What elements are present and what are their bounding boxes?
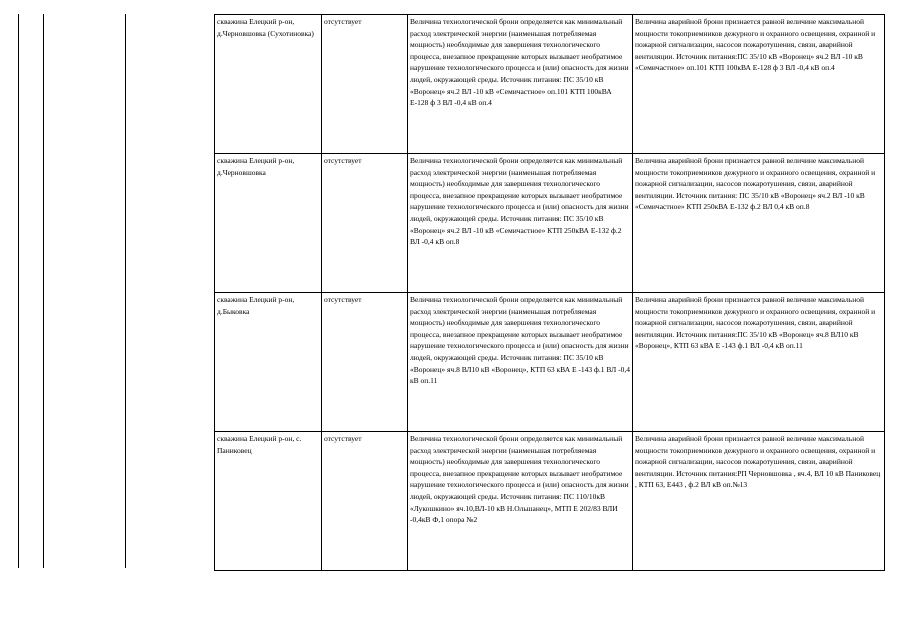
- object-cell: скважина Елецкий р-он, с. Паниковец: [215, 432, 322, 571]
- object-cell: скважина Елецкий р-он, д.Черновшовка (Сухотиновка): [215, 15, 322, 154]
- emergency-reserve-cell: Величина аварийной брони признается равной величине максимальной мощности токоприемников дежурного и охранного освещения, охранной и пожарной сигнализации, насосов пожаротушения, связи, аварийной вентиляции. Источник питания:РП Черновшовка , яч.4, ВЛ 10 кВ Паниковец , КТП 63, Е443 , ф.2 ВЛ кВ оп.№13: [633, 432, 885, 571]
- left-border-3: [125, 14, 126, 568]
- status-cell: отсутствует: [322, 154, 408, 293]
- status-cell: отсутствует: [322, 432, 408, 571]
- table-row: [215, 293, 885, 432]
- status-cell: отсутствует: [322, 293, 408, 432]
- status-cell: отсутствует: [322, 15, 408, 154]
- reserve-table: [214, 14, 885, 571]
- tech-reserve-cell: Величина технологической брони определяется как минимальный расход электрической энергии (наименьшая потребляемая мощность) необходимые для завершения технологического процесса, внезапное прекращение которых вызывает необратимое нарушение технологического процесса и (или) опасность для жизни людей, окружающей среды. Источник питания: ПС 35/10 кВ «Воронец» яч.2 ВЛ -10 кВ «Семичастное» КТП 250кВА Е-132 ф.2 ВЛ -0,4 кВ оп.8: [408, 154, 633, 293]
- tech-reserve-cell: Величина технологической брони определяется как минимальный расход электрической энергии (наименьшая потребляемая мощность) необходимые для завершения технологического процесса, внезапное прекращение которых вызывает необратимое нарушение технологического процесса и (или) опасность для жизни людей, окружающей среды. Источник питания: ПС 110/10кВ «Лукошкино» яч.10,ВЛ-10 кВ Н.Ольшанец», МТП Е 202/83 ВЛИ -0,4кВ Ф,1 опора №2: [408, 432, 633, 571]
- left-border-2: [43, 14, 44, 568]
- object-cell: скважина Елецкий р-он, д.Черновшовка: [215, 154, 322, 293]
- emergency-reserve-cell: Величина аварийной брони признается равной величине максимальной мощности токоприемников дежурного и охранного освещения, охранной и пожарной сигнализации, насосов пожаротушения, связи, аварийной вентиляции. Источник питания:ПС 35/10 кВ «Воронец» яч.8 ВЛ10 кВ «Воронец», КТП 63 кВА Е -143 ф.1 ВЛ -0,4 кВ оп.11: [633, 293, 885, 432]
- emergency-reserve-cell: Величина аварийной брони признается равной величине максимальной мощности токоприемников дежурного и охранного освещения, охранной и пожарной сигнализации, насосов пожаротушения, связи, аварийной вентиляции. Источник питания:ПС 35/10 кВ «Воронец» яч.2 ВЛ -10 кВ «Семичастное» оп.101 КТП 100кВА Е-128 ф 3 ВЛ -0,4 кВ оп.4: [633, 15, 885, 154]
- left-border-1: [18, 14, 19, 568]
- tech-reserve-cell: Величина технологической брони определяется как минимальный расход электрической энергии (наименьшая потребляемая мощность) необходимые для завершения технологического процесса, внезапное прекращение которых вызывает необратимое нарушение технологического процесса и (или) опасность для жизни людей, окружающей среды. Источник питания: ПС 35/10 кВ «Воронец» яч.2 ВЛ -10 кВ «Семичастное» оп.101 КТП 100кВА Е-128 ф 3 ВЛ -0,4 кВ оп.4: [408, 15, 633, 154]
- table-row: [215, 154, 885, 293]
- tech-reserve-cell: Величина технологической брони определяется как минимальный расход электрической энергии (наименьшая потребляемая мощность) необходимые для завершения технологического процесса, внезапное прекращение которых вызывает необратимое нарушение технологического процесса и (или) опасность для жизни людей, окружающей среды. Источник питания: ПС 35/10 кВ «Воронец» яч.8 ВЛ10 кВ «Воронец», КТП 63 кВА Е -143 ф.1 ВЛ -0,4 кВ оп.11: [408, 293, 633, 432]
- table-row: [215, 15, 885, 154]
- object-cell: скважина Елецкий р-он, д.Быковка: [215, 293, 322, 432]
- emergency-reserve-cell: Величина аварийной брони признается равной величине максимальной мощности токоприемников дежурного и охранного освещения, охранной и пожарной сигнализации, насосов пожаротушения, связи, аварийной вентиляции. Источник питания: ПС 35/10 кВ «Воронец» яч.2 ВЛ -10 кВ «Семичастное» КТП 250кВА Е-132 ф.2 ВЛ 0,4 кВ оп.8: [633, 154, 885, 293]
- table-row: [215, 432, 885, 571]
